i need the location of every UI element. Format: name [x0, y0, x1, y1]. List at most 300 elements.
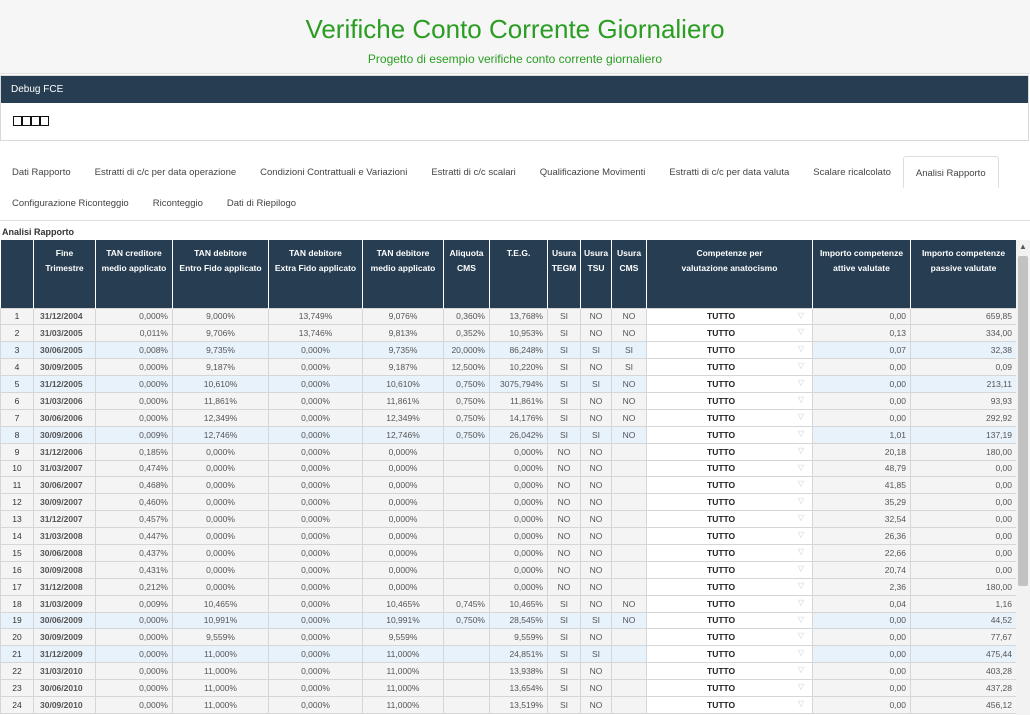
tan-debitore-extra-fido-cell: 13,749% [269, 308, 363, 325]
chevron-down-icon: ▽ [797, 563, 804, 573]
column-header [444, 240, 490, 308]
competenze-select[interactable] [647, 409, 813, 426]
usura-tegm-cell: SI [548, 392, 581, 409]
competenze-select[interactable] [647, 460, 813, 477]
competenze-select-value: TUTTO [707, 699, 736, 710]
chevron-down-icon: ▽ [797, 327, 804, 337]
tan-debitore-entro-fido-cell: 11,000% [173, 680, 269, 697]
usura-tegm-cell: SI [548, 342, 581, 359]
teg-value-cell: 0,000% [490, 528, 548, 545]
aliquota-cms-cell [444, 696, 490, 713]
chevron-down-icon: ▽ [797, 344, 804, 354]
teg-value-cell: 13,519% [490, 696, 548, 713]
column-header-line1: Aliquota [449, 248, 484, 258]
chevron-down-icon: ▽ [797, 698, 804, 708]
teg-value-cell: 0,000% [490, 561, 548, 578]
competenze-select[interactable] [647, 612, 813, 629]
teg-value-cell: 13,654% [490, 680, 548, 697]
competenze-select[interactable] [647, 680, 813, 697]
row-index-cell: 24 [1, 696, 34, 713]
competenze-select[interactable] [647, 561, 813, 578]
teg-value-cell: 0,000% [490, 511, 548, 528]
tan-debitore-extra-fido-cell: 0,000% [269, 359, 363, 376]
column-header-line1: TAN creditore [106, 248, 162, 258]
usura-cms-cell [612, 544, 647, 561]
usura-tegm-cell: SI [548, 595, 581, 612]
teg-value-cell: 0,000% [490, 443, 548, 460]
tab-estratti-di-c-c-scalari[interactable]: Estratti di c/c scalari [431, 167, 516, 178]
scroll-thumb[interactable] [1018, 256, 1028, 586]
table-row [1, 443, 1017, 460]
usura-tegm-cell: SI [548, 646, 581, 663]
row-index-cell: 7 [1, 409, 34, 426]
table-scrollbar[interactable] [1016, 240, 1030, 715]
usura-tsu-cell: NO [581, 629, 612, 646]
competenze-passive-cell: 93,93 [911, 392, 1017, 409]
usura-tsu-cell: SI [581, 426, 612, 443]
aliquota-cms-cell [444, 629, 490, 646]
competenze-passive-cell: 0,00 [911, 460, 1017, 477]
competenze-passive-cell: 659,85 [911, 308, 1017, 325]
tan-debitore-medio-cell: 0,000% [363, 477, 444, 494]
competenze-passive-cell: 456,12 [911, 696, 1017, 713]
chevron-down-icon: ▽ [797, 631, 804, 641]
competenze-attive-cell: 0,00 [813, 629, 911, 646]
competenze-select-value: TUTTO [707, 395, 736, 406]
competenze-select-value: TUTTO [707, 514, 736, 525]
tan-debitore-entro-fido-cell: 11,861% [173, 392, 269, 409]
row-index-cell: 21 [1, 646, 34, 663]
aliquota-cms-cell: 0,750% [444, 376, 490, 393]
competenze-attive-cell: 0,00 [813, 696, 911, 713]
usura-tsu-cell: SI [581, 376, 612, 393]
teg-value-cell: 0,000% [490, 544, 548, 561]
tan-debitore-medio-cell: 0,000% [363, 443, 444, 460]
competenze-select[interactable] [647, 376, 813, 393]
tan-debitore-extra-fido-cell: 0,000% [269, 528, 363, 545]
usura-cms-cell [612, 696, 647, 713]
teg-value-cell: 10,220% [490, 359, 548, 376]
tab-dati-di-riepilogo[interactable]: Dati di Riepilogo [226, 198, 297, 209]
competenze-select-value: TUTTO [707, 531, 736, 542]
tan-creditore-cell: 0,000% [96, 612, 173, 629]
tab-configurazione-riconteggio[interactable]: Configurazione Riconteggio [12, 198, 129, 209]
competenze-select[interactable] [647, 578, 813, 595]
usura-tegm-cell: SI [548, 663, 581, 680]
usura-tsu-cell: SI [581, 646, 612, 663]
competenze-attive-cell: 0,00 [813, 376, 911, 393]
aliquota-cms-cell: 0,750% [444, 392, 490, 409]
app-header [0, 0, 1030, 74]
scroll-up-arrow-icon[interactable]: ▲ [1019, 242, 1027, 251]
tab-estratti-di-c-c-per-data-valuta[interactable]: Estratti di c/c per data valuta [669, 167, 790, 178]
column-header [269, 240, 363, 308]
app-title: Verifiche Conto Corrente Giornaliero [305, 14, 725, 44]
row-index-cell: 18 [1, 595, 34, 612]
tan-creditore-cell: 0,185% [96, 443, 173, 460]
usura-tsu-cell: NO [581, 443, 612, 460]
usura-cms-cell [612, 578, 647, 595]
competenze-select[interactable] [647, 696, 813, 713]
usura-tsu-cell: NO [581, 325, 612, 342]
competenze-attive-cell: 0,00 [813, 308, 911, 325]
row-index-cell: 9 [1, 443, 34, 460]
aliquota-cms-cell [444, 680, 490, 697]
end-quarter-date-cell: 30/06/2006 [34, 409, 96, 426]
column-header-line2: TEGM [551, 263, 577, 273]
usura-cms-cell: NO [612, 325, 647, 342]
tan-debitore-entro-fido-cell: 0,000% [173, 460, 269, 477]
column-header [173, 240, 269, 308]
competenze-passive-cell: 0,00 [911, 494, 1017, 511]
row-index-cell: 13 [1, 511, 34, 528]
column-header-line1: TAN debitore [194, 248, 247, 258]
teg-value-cell: 9,559% [490, 629, 548, 646]
column-header [647, 240, 813, 308]
competenze-select-value: TUTTO [707, 581, 736, 592]
tan-creditore-cell: 0,460% [96, 494, 173, 511]
usura-cms-cell [612, 477, 647, 494]
row-index-cell: 6 [1, 392, 34, 409]
teg-value-cell: 10,465% [490, 595, 548, 612]
chevron-down-icon: ▽ [797, 597, 804, 607]
column-header-line2: CMS [457, 263, 476, 273]
usura-cms-cell [612, 460, 647, 477]
row-index-cell: 16 [1, 561, 34, 578]
competenze-passive-cell: 180,00 [911, 578, 1017, 595]
competenze-attive-cell: 0,00 [813, 409, 911, 426]
end-quarter-date-cell: 31/12/2007 [34, 511, 96, 528]
competenze-select[interactable] [647, 646, 813, 663]
competenze-select-value: TUTTO [707, 666, 736, 677]
chevron-down-icon: ▽ [797, 428, 804, 438]
end-quarter-date-cell: 31/12/2008 [34, 578, 96, 595]
tan-debitore-entro-fido-cell: 9,000% [173, 308, 269, 325]
competenze-attive-cell: 0,00 [813, 612, 911, 629]
tan-debitore-entro-fido-cell: 0,000% [173, 578, 269, 595]
tab-analisi-rapporto[interactable]: Analisi Rapporto [903, 156, 999, 188]
tan-creditore-cell: 0,474% [96, 460, 173, 477]
competenze-select[interactable] [647, 392, 813, 409]
tan-creditore-cell: 0,437% [96, 544, 173, 561]
end-quarter-date-cell: 31/03/2010 [34, 663, 96, 680]
usura-tsu-cell: NO [581, 663, 612, 680]
competenze-select[interactable] [647, 544, 813, 561]
tan-creditore-cell: 0,000% [96, 376, 173, 393]
column-header-line2: passive valutate [930, 263, 997, 273]
column-header-line1: Competenze per [696, 248, 763, 258]
table-header-row [1, 240, 1017, 308]
competenze-passive-cell: 403,28 [911, 663, 1017, 680]
debug-box-icon [40, 116, 49, 126]
competenze-attive-cell: 20,74 [813, 561, 911, 578]
usura-tegm-cell: NO [548, 511, 581, 528]
competenze-select[interactable] [647, 359, 813, 376]
tan-debitore-medio-cell: 0,000% [363, 511, 444, 528]
tan-debitore-extra-fido-cell: 0,000% [269, 561, 363, 578]
tan-debitore-extra-fido-cell: 0,000% [269, 696, 363, 713]
competenze-select[interactable] [647, 511, 813, 528]
tan-debitore-extra-fido-cell: 0,000% [269, 612, 363, 629]
aliquota-cms-cell [444, 578, 490, 595]
competenze-select-value: TUTTO [707, 497, 736, 508]
usura-tsu-cell: NO [581, 696, 612, 713]
tan-debitore-extra-fido-cell: 0,000% [269, 544, 363, 561]
tan-debitore-medio-cell: 0,000% [363, 528, 444, 545]
end-quarter-date-cell: 31/12/2006 [34, 443, 96, 460]
usura-cms-cell: NO [612, 392, 647, 409]
row-index-cell: 22 [1, 663, 34, 680]
column-header-line2: Entro Fido applicato [179, 263, 262, 273]
tan-creditore-cell: 0,000% [96, 629, 173, 646]
tan-debitore-entro-fido-cell: 0,000% [173, 477, 269, 494]
competenze-select[interactable] [647, 528, 813, 545]
tab-riconteggio[interactable]: Riconteggio [152, 198, 203, 209]
usura-tsu-cell: NO [581, 409, 612, 426]
chevron-down-icon: ▽ [797, 462, 804, 472]
tan-debitore-extra-fido-cell: 0,000% [269, 494, 363, 511]
debug-glyphs [13, 116, 49, 126]
tan-creditore-cell: 0,431% [96, 561, 173, 578]
tan-debitore-entro-fido-cell: 0,000% [173, 443, 269, 460]
chevron-down-icon: ▽ [797, 513, 804, 523]
table-row [1, 376, 1017, 393]
usura-cms-cell [612, 511, 647, 528]
tan-creditore-cell: 0,457% [96, 511, 173, 528]
competenze-passive-cell: 77,67 [911, 629, 1017, 646]
table-row [1, 696, 1017, 713]
column-header-line1: TAN debitore [376, 248, 430, 258]
competenze-attive-cell: 20,18 [813, 443, 911, 460]
chevron-down-icon: ▽ [797, 394, 804, 404]
usura-tsu-cell: SI [581, 342, 612, 359]
usura-tsu-cell: NO [581, 561, 612, 578]
competenze-select-value: TUTTO [707, 345, 736, 356]
table-row [1, 359, 1017, 376]
competenze-select[interactable] [647, 308, 813, 325]
column-header [612, 240, 647, 308]
aliquota-cms-cell: 0,750% [444, 426, 490, 443]
tab-dati-rapporto[interactable]: Dati Rapporto [12, 167, 71, 178]
teg-value-cell: 10,953% [490, 325, 548, 342]
tan-debitore-entro-fido-cell: 9,706% [173, 325, 269, 342]
tan-debitore-extra-fido-cell: 0,000% [269, 443, 363, 460]
aliquota-cms-cell [444, 561, 490, 578]
end-quarter-date-cell: 30/09/2007 [34, 494, 96, 511]
tan-debitore-extra-fido-cell: 0,000% [269, 595, 363, 612]
tan-debitore-entro-fido-cell: 9,187% [173, 359, 269, 376]
column-header-line2: medio applicato [370, 263, 436, 273]
row-index-cell: 8 [1, 426, 34, 443]
usura-tegm-cell: NO [548, 561, 581, 578]
competenze-attive-cell: 0,00 [813, 646, 911, 663]
usura-tsu-cell: NO [581, 392, 612, 409]
table-row [1, 595, 1017, 612]
competenze-select-value: TUTTO [707, 463, 736, 474]
tab-estratti-di-c-c-per-data-operazione[interactable]: Estratti di c/c per data operazione [94, 167, 237, 178]
tan-creditore-cell: 0,008% [96, 342, 173, 359]
chevron-down-icon: ▽ [797, 378, 804, 388]
tan-debitore-medio-cell: 10,610% [363, 376, 444, 393]
tan-debitore-extra-fido-cell: 0,000% [269, 511, 363, 528]
column-header [548, 240, 581, 308]
competenze-select[interactable] [647, 494, 813, 511]
column-header [490, 240, 548, 308]
row-index-cell: 1 [1, 308, 34, 325]
tan-debitore-entro-fido-cell: 10,610% [173, 376, 269, 393]
column-header-line1: TAN debitore [289, 248, 342, 258]
competenze-attive-cell: 48,79 [813, 460, 911, 477]
teg-value-cell: 24,851% [490, 646, 548, 663]
usura-cms-cell: NO [612, 612, 647, 629]
end-quarter-date-cell: 30/09/2006 [34, 426, 96, 443]
tan-creditore-cell: 0,000% [96, 392, 173, 409]
column-header-line1: Fine [55, 248, 74, 258]
teg-value-cell: 0,000% [490, 494, 548, 511]
competenze-select[interactable] [647, 595, 813, 612]
aliquota-cms-cell [444, 511, 490, 528]
debug-box-icon [22, 116, 31, 126]
column-header-line1: Usura [551, 248, 577, 258]
tan-debitore-extra-fido-cell: 0,000% [269, 578, 363, 595]
chevron-down-icon: ▽ [797, 682, 804, 692]
competenze-select[interactable] [647, 477, 813, 494]
usura-cms-cell [612, 646, 647, 663]
usura-cms-cell: NO [612, 426, 647, 443]
competenze-passive-cell: 1,16 [911, 595, 1017, 612]
competenze-select-value: TUTTO [707, 649, 736, 660]
tan-creditore-cell: 0,011% [96, 325, 173, 342]
usura-tsu-cell: NO [581, 460, 612, 477]
competenze-attive-cell: 0,00 [813, 663, 911, 680]
competenze-select-value: TUTTO [707, 615, 736, 626]
table-row [1, 511, 1017, 528]
usura-tsu-cell: NO [581, 308, 612, 325]
aliquota-cms-cell: 0,750% [444, 612, 490, 629]
end-quarter-date-cell: 30/09/2009 [34, 629, 96, 646]
row-index-cell: 11 [1, 477, 34, 494]
tab-qualificazione-movimenti[interactable]: Qualificazione Movimenti [539, 167, 646, 178]
usura-cms-cell [612, 561, 647, 578]
competenze-attive-cell: 0,00 [813, 359, 911, 376]
tan-creditore-cell: 0,009% [96, 426, 173, 443]
competenze-passive-cell: 0,09 [911, 359, 1017, 376]
end-quarter-date-cell: 31/03/2008 [34, 528, 96, 545]
chevron-down-icon: ▽ [797, 648, 804, 658]
row-index-cell: 14 [1, 528, 34, 545]
column-header [813, 240, 911, 308]
aliquota-cms-cell: 0,750% [444, 409, 490, 426]
row-index-cell: 15 [1, 544, 34, 561]
tan-debitore-extra-fido-cell: 0,000% [269, 342, 363, 359]
tan-debitore-entro-fido-cell: 10,991% [173, 612, 269, 629]
tan-debitore-entro-fido-cell: 11,000% [173, 663, 269, 680]
end-quarter-date-cell: 31/03/2007 [34, 460, 96, 477]
usura-tsu-cell: NO [581, 578, 612, 595]
tan-debitore-medio-cell: 12,349% [363, 409, 444, 426]
usura-tegm-cell: NO [548, 443, 581, 460]
competenze-select[interactable] [647, 325, 813, 342]
tab-bar [0, 148, 1030, 221]
row-index-cell: 17 [1, 578, 34, 595]
column-header [34, 240, 96, 308]
tan-debitore-medio-cell: 9,559% [363, 629, 444, 646]
chevron-down-icon: ▽ [797, 546, 804, 556]
competenze-select[interactable] [647, 426, 813, 443]
tan-debitore-entro-fido-cell: 12,349% [173, 409, 269, 426]
tan-debitore-entro-fido-cell: 0,000% [173, 528, 269, 545]
usura-cms-cell: SI [612, 342, 647, 359]
competenze-passive-cell: 0,00 [911, 544, 1017, 561]
column-header [363, 240, 444, 308]
competenze-select[interactable] [647, 443, 813, 460]
usura-tsu-cell: NO [581, 595, 612, 612]
competenze-select[interactable] [647, 629, 813, 646]
column-header-line2: valutazione anatocismo [681, 263, 778, 273]
end-quarter-date-cell: 31/03/2006 [34, 392, 96, 409]
tan-debitore-extra-fido-cell: 0,000% [269, 629, 363, 646]
tan-debitore-medio-cell: 0,000% [363, 494, 444, 511]
row-index-cell: 4 [1, 359, 34, 376]
aliquota-cms-cell [444, 544, 490, 561]
usura-cms-cell: NO [612, 595, 647, 612]
competenze-attive-cell: 32,54 [813, 511, 911, 528]
tan-debitore-medio-cell: 11,000% [363, 646, 444, 663]
usura-tegm-cell: NO [548, 544, 581, 561]
competenze-passive-cell: 0,00 [911, 511, 1017, 528]
competenze-select[interactable] [647, 342, 813, 359]
usura-tsu-cell: NO [581, 511, 612, 528]
usura-tegm-cell: NO [548, 477, 581, 494]
tan-creditore-cell: 0,000% [96, 359, 173, 376]
row-index-cell: 10 [1, 460, 34, 477]
tab-scalare-ricalcolato[interactable]: Scalare ricalcolato [813, 167, 891, 178]
tan-debitore-entro-fido-cell: 11,000% [173, 646, 269, 663]
column-header [96, 240, 173, 308]
usura-cms-cell [612, 629, 647, 646]
competenze-select[interactable] [647, 663, 813, 680]
usura-cms-cell [612, 680, 647, 697]
competenze-attive-cell: 35,29 [813, 494, 911, 511]
tab-row-2 [0, 192, 308, 216]
end-quarter-date-cell: 30/06/2005 [34, 342, 96, 359]
tan-debitore-extra-fido-cell: 0,000% [269, 426, 363, 443]
column-header-line1: Importo competenze [921, 248, 1006, 258]
table-row [1, 561, 1017, 578]
usura-tegm-cell: SI [548, 680, 581, 697]
end-quarter-date-cell: 30/09/2010 [34, 696, 96, 713]
aliquota-cms-cell [444, 646, 490, 663]
tan-creditore-cell: 0,000% [96, 696, 173, 713]
tan-debitore-entro-fido-cell: 10,465% [173, 595, 269, 612]
usura-tegm-cell: SI [548, 376, 581, 393]
usura-tegm-cell: SI [548, 696, 581, 713]
teg-value-cell: 14,176% [490, 409, 548, 426]
teg-value-cell: 28,545% [490, 612, 548, 629]
usura-tsu-cell: NO [581, 544, 612, 561]
tab-condizioni-contrattuali-e-variazioni[interactable]: Condizioni Contrattuali e Variazioni [260, 167, 408, 178]
usura-tegm-cell: SI [548, 308, 581, 325]
row-index-cell: 12 [1, 494, 34, 511]
tan-debitore-medio-cell: 9,735% [363, 342, 444, 359]
aliquota-cms-cell: 12,500% [444, 359, 490, 376]
table-row [1, 663, 1017, 680]
competenze-passive-cell: 437,28 [911, 680, 1017, 697]
chevron-down-icon: ▽ [797, 580, 804, 590]
row-index-cell: 2 [1, 325, 34, 342]
tan-debitore-entro-fido-cell: 9,735% [173, 342, 269, 359]
tan-debitore-medio-cell: 11,861% [363, 392, 444, 409]
